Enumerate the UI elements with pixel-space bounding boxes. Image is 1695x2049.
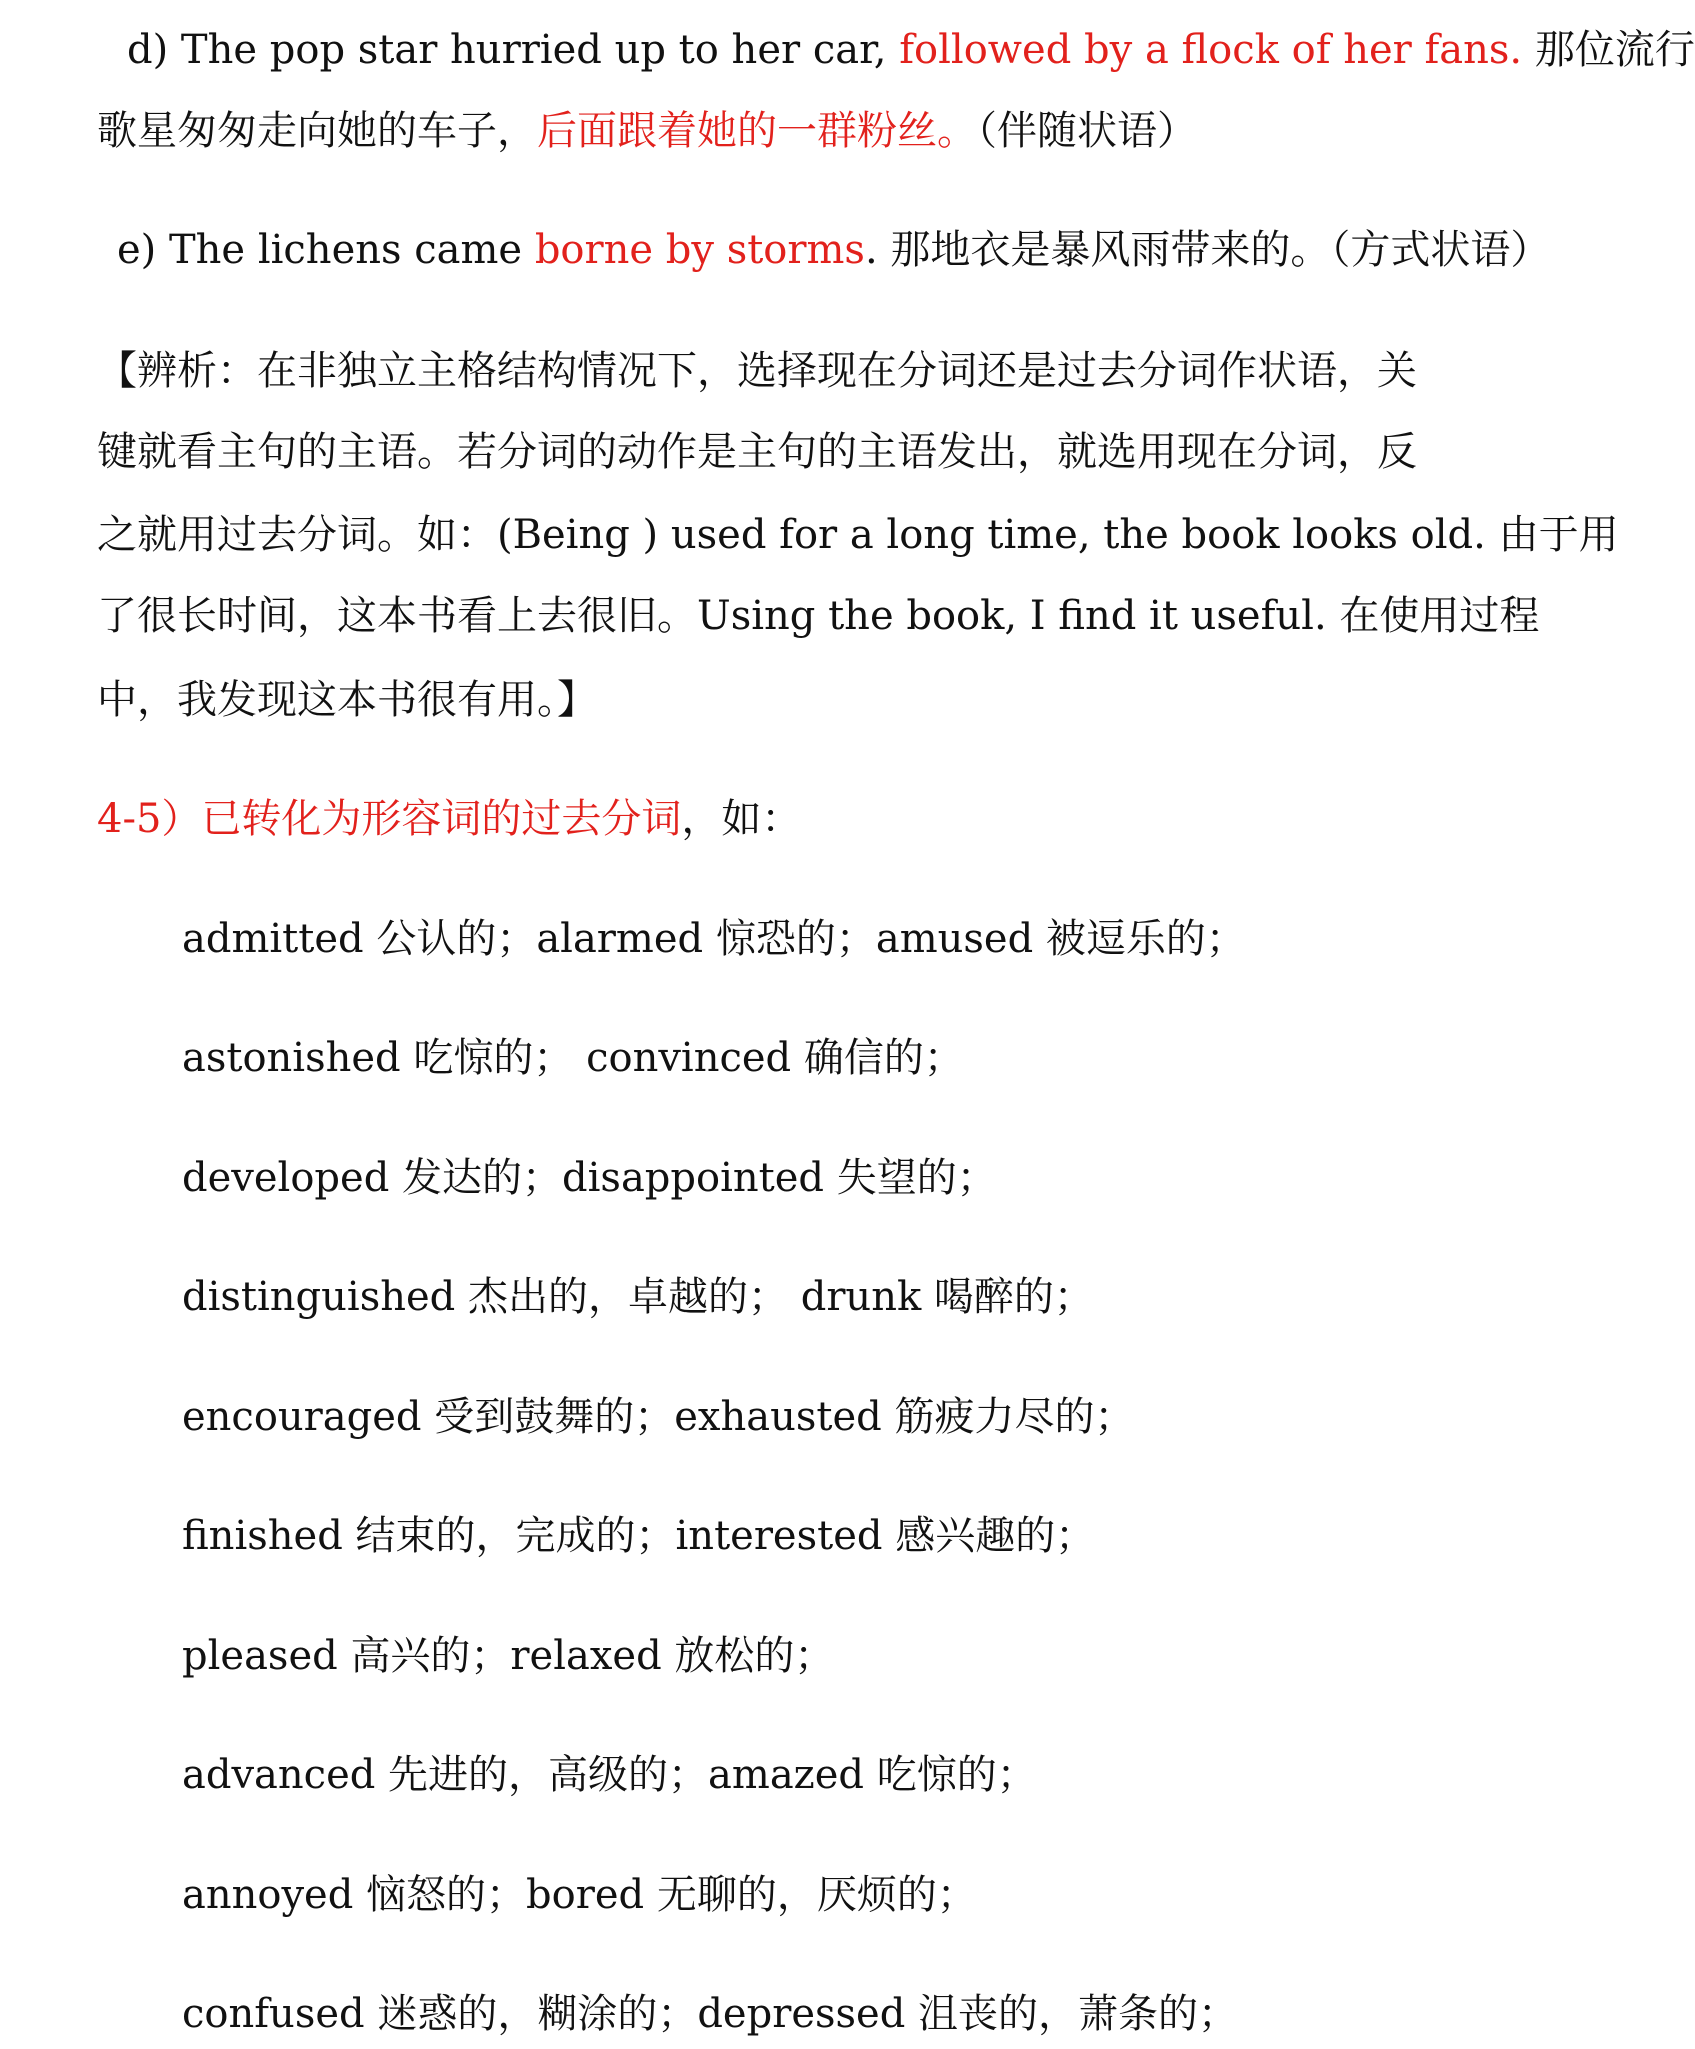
adjective-list-item: developed 发达的；disappointed 失望的；: [182, 1155, 997, 1201]
adjective-list-item: distinguished 杰出的，卓越的； drunk 喝醉的；: [182, 1274, 1094, 1320]
example-d-translation-start: 那位流行: [1522, 27, 1695, 73]
example-e-translation: . 那地衣是暴风雨带来的。（方式状语）: [864, 227, 1551, 273]
section-heading-highlight: 4-5）已转化为形容词的过去分词: [97, 796, 682, 842]
adjective-list-item: encouraged 受到鼓舞的；exhausted 筋疲力尽的；: [182, 1394, 1135, 1440]
example-d-text: d) The pop star hurried up to her car,: [127, 27, 900, 73]
adjective-list-item: advanced 先进的，高级的；amazed 吃惊的；: [182, 1752, 1037, 1798]
adjective-list-item: confused 迷惑的，糊涂的；depressed 沮丧的，萧条的；: [182, 1991, 1239, 2037]
example-e-highlight: borne by storms: [534, 227, 865, 273]
example-d-translation: 歌星匆匆走向她的车子，: [97, 108, 537, 154]
analysis-line-1: 【辨析：在非独立主格结构情况下，选择现在分词还是过去分词作状语，关: [97, 348, 1417, 394]
example-e-line: [117, 222, 1550, 278]
example-d-highlight: followed by a flock of her fans.: [899, 27, 1523, 73]
adjective-list-item: astonished 吃惊的； convinced 确信的；: [182, 1035, 964, 1081]
adjective-list-item: annoyed 恼怒的；bored 无聊的，厌烦的；: [182, 1872, 977, 1918]
analysis-line-3: 之就用过去分词。如：(Being ) used for a long time, the book looks old. 由于用: [97, 512, 1619, 558]
example-d-note: （伴随状语）: [977, 108, 1197, 154]
adjective-list-item: admitted 公认的；alarmed 惊恐的；amused 被逗乐的；: [182, 916, 1246, 962]
adjective-list-item: finished 结束的，完成的；interested 感兴趣的；: [182, 1513, 1096, 1559]
example-d-line-2: [97, 103, 1197, 159]
analysis-line-2: 键就看主句的主语。若分词的动作是主句的主语发出，就选用现在分词，反: [97, 429, 1417, 475]
example-e-text: e) The lichens came: [117, 227, 535, 273]
example-d-translation-highlight: 后面跟着她的一群粉丝。: [537, 108, 977, 154]
section-heading-suffix: ，如：: [681, 796, 802, 842]
analysis-line-4: 了很长时间，这本书看上去很旧。Using the book, I find it useful. 在使用过程: [97, 593, 1540, 639]
example-d-line-1: [127, 22, 1695, 78]
adjective-list-item: pleased 高兴的；relaxed 放松的；: [182, 1633, 835, 1679]
section-heading: [97, 791, 801, 847]
analysis-line-5: 中，我发现这本书很有用。】: [97, 677, 597, 723]
